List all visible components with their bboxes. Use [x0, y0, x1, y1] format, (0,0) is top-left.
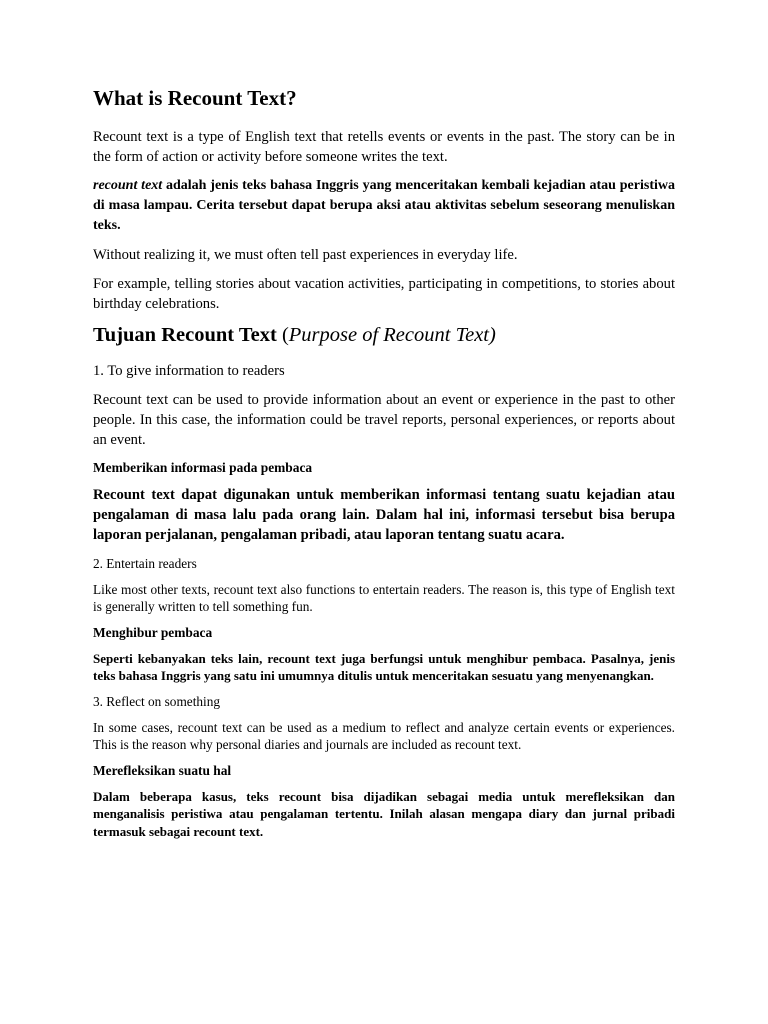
paragraph-example: For example, telling stories about vacation activities, participating in competitions, to stories about birthday celebrations.	[93, 276, 675, 313]
heading-purpose-italic: Purpose of Recount Text)	[288, 324, 496, 347]
section3-text-en: In some cases, recount text can be used as a medium to reflect and analyze certain events or experiences. This is the reason why personal diaries and journals are included as recount text.	[93, 719, 675, 752]
heading-purpose	[93, 323, 675, 348]
section3-title-id: Merefleksikan suatu hal	[93, 762, 232, 778]
paragraph-definition-en: Recount text is a type of English text that retells events or events in the past. The story can be in the form of action or activity before someone writes the text.	[93, 129, 675, 166]
section1-title: 1. To give information to readers	[93, 362, 285, 379]
heading-purpose-open: (	[276, 324, 289, 347]
section2-text-id: Seperti kebanyakan teks lain, recount text juga berfungsi untuk menghibur pembaca. Pasalnya, jenis teks bahasa Inggris yang satu ini umumnya ditulis untuk menceritakan sesuatu yang menyenangkan.	[93, 650, 675, 684]
paragraph-everyday: Without realizing it, we must often tell past experiences in everyday life.	[93, 247, 518, 264]
section2-text-en: Like most other texts, recount text also functions to entertain readers. The reason is, this type of English text is generally written to tell something fun.	[93, 581, 675, 614]
section3-title: 3. Reflect on something	[93, 693, 221, 709]
definition-id-rest: adalah jenis teks bahasa Inggris yang menceritakan kembali kejadian atau peristiwa di masa lampau. Cerita tersebut dapat berupa aksi atau aktivitas sebelum seseorang menuliskan teks.	[93, 178, 675, 234]
paragraph-definition-id	[93, 176, 675, 236]
heading-what-is-recount-text: What is Recount Text?	[93, 86, 297, 110]
section3-text-id: Dalam beberapa kasus, teks recount bisa dijadikan sebagai media untuk merefleksikan dan menganalisis peristiwa atau pengalaman tertentu. Inilah alasan mengapa diary dan jurnal pribadi termasuk sebagai recount text.	[93, 788, 675, 839]
heading-purpose-main: Tujuan Recount Text	[93, 324, 277, 347]
italic-term: recount text	[93, 178, 163, 194]
section2-title-id: Menghibur pembaca	[93, 624, 213, 640]
section1-title-id: Memberikan informasi pada pembaca	[93, 459, 313, 475]
section2-title: 2. Entertain readers	[93, 555, 197, 571]
section1-text-en: Recount text can be used to provide information about an event or experience in the past to other people. In this case, the information could be travel reports, personal experiences, or reports about an event.	[93, 391, 675, 448]
section1-text-id: Recount text dapat digunakan untuk memberikan informasi tentang suatu kejadian atau pengalaman di masa lalu pada orang lain. Dalam hal ini, informasi tersebut bisa berupa laporan perjalanan, pengalaman pribadi, atau laporan tentang suatu acara.	[93, 486, 675, 543]
